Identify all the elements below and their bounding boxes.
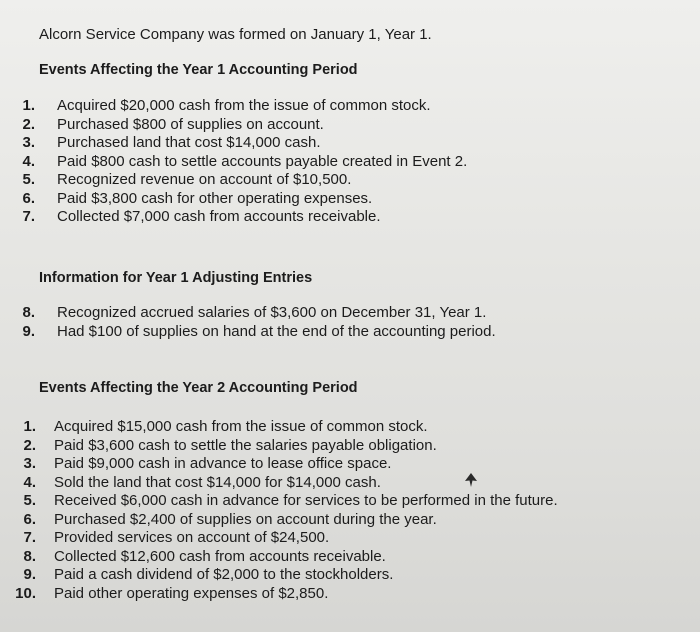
item-number: 10. [15, 584, 36, 602]
item-text: Provided services on account of $24,500. [54, 529, 330, 546]
item-number: 2. [23, 436, 36, 454]
item-number: 9. [22, 322, 35, 340]
year1-heading: Events Affecting the Year 1 Accounting Period [39, 62, 358, 78]
item-text: Acquired $15,000 cash from the issue of common stock. [54, 418, 428, 435]
item-text: Paid a cash dividend of $2,000 to the stockholders. [54, 566, 394, 583]
item-number: 8. [23, 547, 36, 565]
item-text: Paid $9,000 cash in advance to lease office space. [54, 455, 392, 472]
item-number: 7. [22, 208, 35, 225]
item-number: 9. [23, 566, 36, 583]
item-text: Sold the land that cost $14,000 for $14,000 cash. [54, 473, 381, 491]
intro-text: Alcorn Service Company was formed on January 1, Year 1. [39, 26, 432, 43]
adjusting-heading: Information for Year 1 Adjusting Entries [39, 270, 313, 286]
item-text: Recognized accrued salaries of $3,600 on December 31, Year 1. [57, 304, 487, 321]
item-text: Recognized revenue on account of $10,500. [57, 171, 352, 188]
item-number: 3. [22, 134, 35, 151]
item-text: Received $6,000 cash in advance for services to be performed in the future. [54, 492, 558, 509]
item-number: 5. [23, 492, 36, 509]
item-number: 1. [23, 418, 36, 435]
item-number: 3. [23, 455, 36, 472]
item-number: 8. [22, 304, 35, 321]
item-number: 7. [23, 529, 36, 546]
item-number: 6. [22, 189, 35, 207]
item-text: Collected $7,000 cash from accounts receivable. [57, 208, 381, 225]
item-text: Paid $800 cash to settle accounts payable created in Event 2. [57, 152, 468, 170]
item-text: Paid $3,600 cash to settle the salaries payable obligation. [54, 436, 437, 454]
item-number: 6. [23, 510, 36, 528]
item-text: Purchased $2,400 of supplies on account during the year. [54, 510, 437, 528]
item-number: 4. [22, 152, 35, 170]
item-number: 1. [22, 97, 35, 114]
item-text: Had $100 of supplies on hand at the end of the accounting period. [57, 322, 496, 340]
year2-heading: Events Affecting the Year 2 Accounting Period [39, 380, 358, 396]
item-number: 2. [22, 115, 35, 133]
item-text: Purchased land that cost $14,000 cash. [57, 134, 321, 151]
mouse-pointer-icon [465, 473, 477, 487]
item-text: Purchased $800 of supplies on account. [57, 115, 324, 133]
item-text: Paid $3,800 cash for other operating expenses. [57, 189, 373, 207]
item-number: 4. [23, 473, 36, 491]
item-text: Paid other operating expenses of $2,850. [54, 584, 329, 602]
item-text: Acquired $20,000 cash from the issue of common stock. [57, 97, 431, 114]
item-number: 5. [22, 171, 35, 188]
item-text: Collected $12,600 cash from accounts receivable. [54, 547, 386, 565]
